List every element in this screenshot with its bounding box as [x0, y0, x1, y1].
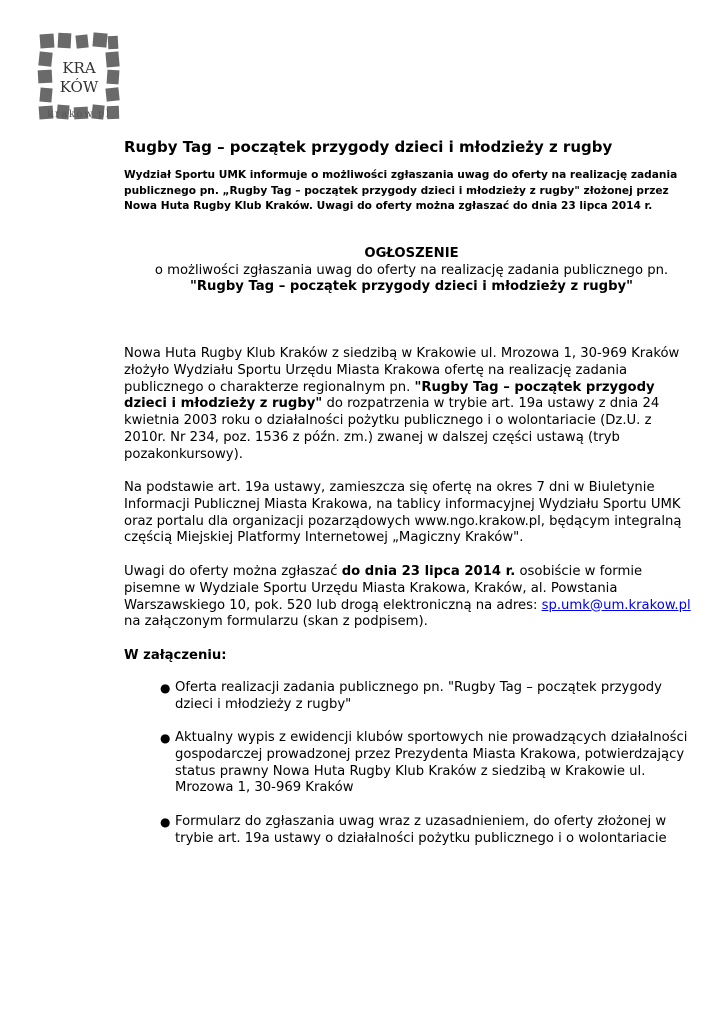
text-line: dzieci i młodzieży z rugby" do rozpatrzenia w trybie art. 19a ustawy z dnia 24 — [124, 396, 660, 412]
text-line: złożyło Wydziału Sportu Urzędu Miasta Krakowa ofertę na realizację zadania — [124, 362, 628, 378]
notice-subtitle: o możliwości zgłaszania uwag do oferty na realizację zadania publicznego pn. — [154, 262, 669, 278]
attachments-heading: W załączeniu: — [124, 648, 227, 663]
lead-line: Wydział Sportu UMK informuje o możliwości zgłaszania uwag do oferty na realizację zadania — [124, 169, 678, 181]
logo-line-1: KRA — [62, 59, 96, 77]
lead-paragraph — [124, 168, 704, 215]
text-line: częścią Miejskiej Platformy Internetowej „Magiczny Kraków". — [124, 530, 524, 546]
text-line: kwietnia 2003 roku o działalności pożytku publicznego i o wolontariacie (Dz.U. z — [124, 413, 652, 429]
text-line: 2010r. Nr 234, poz. 1536 z późn. zm.) zwanej w dalszej części ustawą (tryb — [124, 429, 620, 445]
bullet-icon: ● — [160, 731, 171, 745]
text-line: Nowa Huta Rugby Klub Kraków z siedzibą w Krakowie ul. Mrozowa 1, 30-969 Kraków — [124, 346, 680, 361]
notice-task-name: "Rugby Tag – początek przygody dzieci i młodzieży z rugby" — [190, 279, 633, 294]
paragraph-offer — [124, 346, 709, 464]
bullet-icon: ● — [160, 681, 171, 695]
email-link[interactable]: sp.umk@um.krakow.pl — [541, 597, 691, 613]
lead-line: publicznego pn. „Rugby Tag – początek przygody dzieci i młodzieży z rugby" złożonej przez — [124, 184, 669, 197]
text-line: na załączonym formularzu (skan z podpisem). — [124, 614, 428, 630]
text-line: Informacji Publicznej Miasta Krakowa, na tablicy informacyjnej Wydziału Sportu UMK — [124, 496, 681, 512]
text-line: Uwagi do oferty można zgłaszać do dnia 23 lipca 2014 r. osobiście w formie — [124, 564, 643, 579]
text-line: Na podstawie art. 19a ustawy, zamieszcza się ofertę na okres 7 dni w Biuletynie — [124, 480, 655, 495]
text-line: publicznego o charakterze regionalnym pn. "Rugby Tag – początek przygody — [124, 379, 655, 395]
notice-header — [124, 246, 699, 296]
notice-heading: OGŁOSZENIE — [364, 246, 459, 261]
paragraph-deadline — [124, 564, 709, 631]
text-line: oraz portalu dla organizacji pozarządowych www.ngo.krakow.pl, będącym integralną — [124, 513, 682, 529]
page-title: Rugby Tag – początek przygody dzieci i młodzieży z rugby — [124, 138, 613, 156]
logo-caption: krakow.pl — [47, 109, 111, 120]
text-line: pozakonkursowy). — [124, 446, 243, 462]
paragraph-publication — [124, 480, 709, 547]
text-line: pisemne w Wydziale Sportu Urzędu Miasta Krakowa, Kraków, al. Powstania — [124, 580, 618, 596]
text-line: Warszawskiego 10, pok. 520 lub drogą elektroniczną na adres: sp.umk@um.krakow.pl — [124, 597, 691, 613]
logo-line-2: KÓW — [59, 78, 99, 96]
bullet-icon: ● — [160, 815, 171, 829]
lead-line: Nowa Huta Rugby Klub Kraków. Uwagi do oferty można zgłaszać do dnia 23 lipca 2014 r. — [124, 200, 653, 212]
